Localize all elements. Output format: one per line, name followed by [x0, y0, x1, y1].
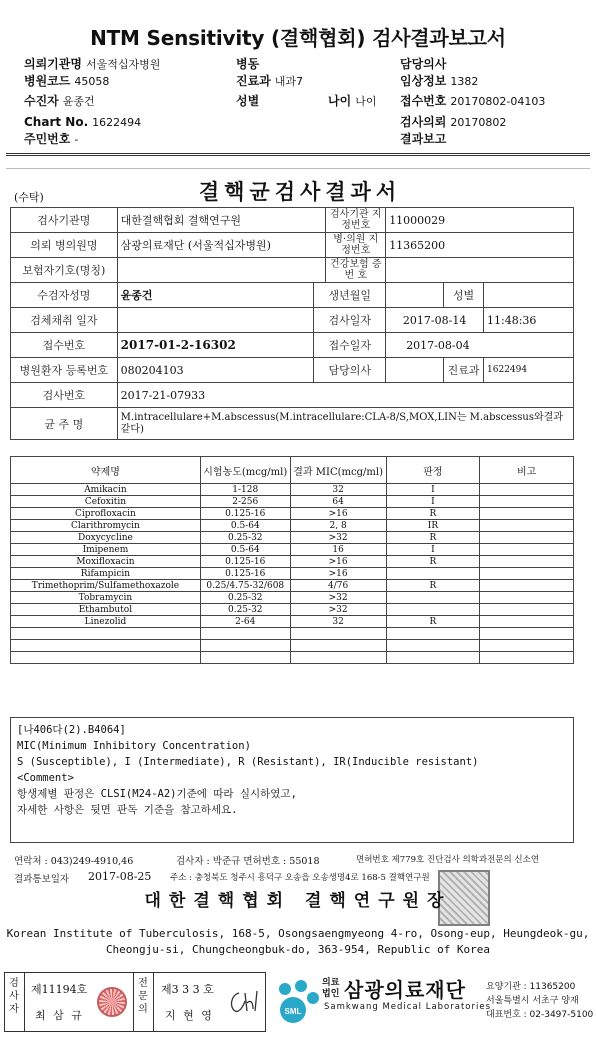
contact: 연락처 : 043)249-4910,46	[14, 856, 134, 867]
patient-value: 윤종건	[117, 283, 314, 308]
reg-label: 병원환자 등록번호	[11, 358, 118, 383]
table-row	[11, 580, 574, 592]
table-cell	[200, 628, 290, 640]
recv-date-label: 접수일자	[314, 333, 386, 358]
examiner-no: 제11194호	[31, 983, 88, 996]
examiner-stamp	[97, 987, 127, 1017]
header-field	[24, 93, 95, 110]
address-ko: 주소 : 충청북도 청주시 흥덕구 오송읍 오송생명4로 168-5 결핵연구원	[170, 873, 430, 883]
specialist-no: 제3 3 3 호	[161, 983, 214, 996]
table-cell: Moxifloxacin	[11, 556, 201, 568]
license-info: 면허번호 제779호 진단검사 의학과전문의 신소연	[356, 855, 540, 865]
table-row	[11, 616, 574, 628]
header-value: 20170802	[450, 116, 507, 129]
header-field	[328, 93, 376, 110]
table-cell	[290, 652, 386, 664]
note-line: <Comment>	[17, 772, 74, 784]
header-value: 내과7	[274, 75, 304, 88]
divider	[6, 168, 590, 169]
table-cell: IR	[386, 520, 480, 532]
table-cell	[11, 652, 201, 664]
header-key: 수진자	[24, 94, 59, 108]
sex-value	[484, 283, 574, 308]
req-no-value: 11365200	[386, 233, 574, 258]
table-cell: Doxycycline	[11, 532, 201, 544]
table-cell: 0.5-64	[200, 520, 290, 532]
ins-label: 보험자기호(명칭)	[11, 258, 118, 283]
dept-value: 1622494	[484, 358, 574, 383]
table-row	[11, 652, 574, 664]
table-cell: >32	[290, 604, 386, 616]
test-no-label: 검사번호	[11, 383, 118, 408]
inst-value: 대한결핵협회 결핵연구원	[117, 208, 326, 233]
table-cell: >16	[290, 568, 386, 580]
doctor-label: 담당의사	[314, 358, 386, 383]
drug-header: 결과 MIC(mcg/ml)	[290, 457, 386, 484]
table-cell: 2-256	[200, 496, 290, 508]
table-cell	[200, 652, 290, 664]
corp-prefix: 의료 법인	[322, 978, 340, 999]
header-key: 병원코드	[24, 74, 71, 88]
table-cell: 0.125-16	[200, 556, 290, 568]
table-cell	[290, 640, 386, 652]
header-field	[400, 93, 545, 110]
recv-no-value: 2017-01-2-16302	[117, 333, 314, 358]
table-cell: Amikacin	[11, 484, 201, 496]
table-cell: R	[386, 508, 480, 520]
header-value: 나이	[355, 95, 377, 108]
table-row	[11, 496, 574, 508]
table-cell: 1-128	[200, 484, 290, 496]
table-cell	[480, 544, 574, 556]
table-cell: 0.25-32	[200, 532, 290, 544]
specialist-vlabel: 전 문 의	[138, 978, 148, 1015]
table-cell	[480, 520, 574, 532]
divider	[6, 153, 590, 154]
header-field	[400, 131, 450, 148]
table-cell: 0.25/4.75-32/608	[200, 580, 290, 592]
logo-text: SML	[284, 1007, 302, 1016]
drug-header: 비고	[480, 457, 574, 484]
inst-no-value: 11000029	[386, 208, 574, 233]
table-cell	[480, 628, 574, 640]
table-cell: 0.25-32	[200, 604, 290, 616]
table-cell: Imipenem	[11, 544, 201, 556]
ins-cert-value	[386, 258, 574, 283]
header-key: 의뢰기관명	[24, 57, 82, 71]
notes-box	[10, 717, 574, 843]
table-row	[11, 568, 574, 580]
table-cell: Clarithromycin	[11, 520, 201, 532]
table-cell	[480, 580, 574, 592]
signature-mark	[227, 989, 261, 1015]
note-line: S (Susceptible), I (Intermediate), R (Resistant), IR(Inducible resistant)	[17, 756, 479, 768]
corp-name-en: Samkwang Medical Laboratories	[324, 1002, 492, 1012]
header-field	[236, 93, 263, 110]
header-key: 접수번호	[400, 94, 447, 108]
table-row	[11, 628, 574, 640]
req-label: 의뢰 병의원명	[11, 233, 118, 258]
table-cell	[386, 628, 480, 640]
table-row	[11, 520, 574, 532]
table-cell	[386, 640, 480, 652]
table-row	[11, 484, 574, 496]
table-cell: >16	[290, 508, 386, 520]
corp-phone: 대표번호 : 02-3497-5100	[486, 1010, 594, 1020]
table-cell	[480, 556, 574, 568]
table-cell	[480, 604, 574, 616]
table-cell	[386, 604, 480, 616]
table-cell	[386, 568, 480, 580]
corp-name: 삼광의료재단	[344, 978, 466, 1002]
institute-en-2: Cheongju-si, Chungcheongbuk-do, 363-954, Republic of Korea	[105, 943, 491, 956]
header-value: 1382	[450, 75, 479, 88]
header-field	[24, 73, 109, 90]
table-cell: Ciprofloxacin	[11, 508, 201, 520]
collect-label: 검체채취 일자	[11, 308, 118, 333]
table-cell: Rifampicin	[11, 568, 201, 580]
header-key: 결과보고	[400, 132, 447, 146]
institute-en-1: Korean Institute of Tuberculosis, 168-5, Osongsaengmyeong 4-ro, Osong-eup, Heungdeok-gu,	[6, 927, 590, 940]
examiner-info: 검사자 : 박준규 면허번호 : 55018	[176, 856, 320, 867]
drug-header: 약제명	[11, 457, 201, 484]
test-date-value: 2017-08-14	[386, 308, 484, 333]
doc-label: (수탁)	[14, 191, 44, 204]
specialist-name: 지 현 영	[165, 1009, 214, 1022]
table-cell	[480, 496, 574, 508]
test-no-value: 2017-21-07933	[117, 383, 573, 408]
table-cell: I	[386, 544, 480, 556]
report-title: NTM Sensitivity (결핵협회) 검사결과보고서	[90, 26, 506, 50]
table-cell	[386, 592, 480, 604]
table-cell: 32	[290, 484, 386, 496]
table-cell	[480, 568, 574, 580]
institute-name-ko: 대한결핵협회 결핵연구원장	[144, 891, 452, 911]
report-date: 2017-08-25	[88, 870, 152, 883]
table-cell: >16	[290, 556, 386, 568]
header-field	[236, 73, 303, 90]
info-table	[10, 207, 574, 440]
header-key: 담당의사	[400, 57, 447, 71]
header-value: 1622494	[92, 116, 142, 129]
header-key: 주민번호	[24, 132, 71, 146]
header-key: 임상정보	[400, 74, 447, 88]
table-cell	[480, 484, 574, 496]
patient-label: 수검자성명	[11, 283, 118, 308]
note-line: 자세한 사항은 뒷면 판독 기준을 참고하세요.	[17, 804, 238, 816]
table-cell: 16	[290, 544, 386, 556]
recv-date-value: 2017-08-04	[386, 333, 574, 358]
test-time-value: 11:48:36	[484, 308, 574, 333]
collect-value	[117, 308, 314, 333]
table-cell	[11, 628, 201, 640]
table-cell: Trimethoprim/Sulfamethoxazole	[11, 580, 201, 592]
corp-code: 요양기관 : 11365200	[486, 982, 576, 992]
header-key: 나이	[328, 94, 352, 108]
header-field	[236, 56, 263, 73]
divider	[6, 155, 590, 156]
table-cell: Cefoxitin	[11, 496, 201, 508]
ins-cert-label: 건강보험 증 번 호	[326, 258, 386, 283]
table-cell: I	[386, 484, 480, 496]
table-row	[11, 640, 574, 652]
table-cell: 64	[290, 496, 386, 508]
table-cell	[386, 652, 480, 664]
inst-no-label: 검사기관 지정번호	[326, 208, 386, 233]
table-cell: >32	[290, 592, 386, 604]
header-value: 45058	[74, 75, 110, 88]
header-field	[24, 114, 141, 131]
sml-logo-icon	[275, 978, 325, 1024]
test-date-label: 검사일자	[314, 308, 386, 333]
examiner-vlabel: 검 사 자	[9, 978, 19, 1015]
table-row	[11, 556, 574, 568]
table-cell	[480, 508, 574, 520]
header-field	[24, 131, 78, 148]
table-cell: 2-64	[200, 616, 290, 628]
table-row	[11, 532, 574, 544]
inst-label: 검사기관명	[11, 208, 118, 233]
table-cell: 4/76	[290, 580, 386, 592]
report-date-label: 결과통보일자	[14, 874, 70, 885]
table-cell: R	[386, 616, 480, 628]
dept-label: 진료과	[444, 358, 484, 383]
note-line: 항생제별 판정은 CLSI(M24-A2)기준에 따라 실시하였고,	[17, 788, 297, 800]
table-row	[11, 544, 574, 556]
signature-box	[4, 972, 266, 1032]
table-cell: Linezolid	[11, 616, 201, 628]
drug-header: 판정	[386, 457, 480, 484]
doctor-value	[386, 358, 444, 383]
table-cell: R	[386, 580, 480, 592]
table-cell: 32	[290, 616, 386, 628]
table-cell: R	[386, 532, 480, 544]
table-cell: I	[386, 496, 480, 508]
table-cell	[480, 532, 574, 544]
note-line: MIC(Minimum Inhibitory Concentration)	[17, 740, 251, 752]
header-field	[24, 56, 160, 73]
table-cell	[290, 628, 386, 640]
table-cell	[480, 592, 574, 604]
table-cell	[480, 616, 574, 628]
table-cell	[480, 652, 574, 664]
table-cell	[200, 640, 290, 652]
birth-label: 생년월일	[314, 283, 386, 308]
header-value: 20170802-04103	[450, 95, 546, 108]
header-value: 윤종건	[62, 95, 95, 108]
corp-addr: 서울특별시 서초구 양재	[486, 996, 579, 1006]
header-field	[400, 73, 478, 90]
sex-label: 성별	[444, 283, 484, 308]
header-field	[400, 114, 506, 131]
table-cell: Ethambutol	[11, 604, 201, 616]
reg-value: 080204103	[117, 358, 314, 383]
table-cell: Tobramycin	[11, 592, 201, 604]
req-value: 삼광의료재단 (서울적십자병원)	[117, 233, 326, 258]
table-cell: 0.5-64	[200, 544, 290, 556]
ins-value	[117, 258, 326, 283]
species-value: M.intracellulare+M.abscessus(M.intracellulare:CLA-8/S,MOX,LIN는 M.abscessus와결과같다)	[117, 408, 573, 440]
recv-no-label: 접수번호	[11, 333, 118, 358]
table-cell: 0.125-16	[200, 568, 290, 580]
header-key: 진료과	[236, 74, 271, 88]
table-cell: >32	[290, 532, 386, 544]
drug-header: 시험농도(mcg/ml)	[200, 457, 290, 484]
table-cell	[11, 640, 201, 652]
table-row	[11, 604, 574, 616]
note-line: [나406다(2).B4064]	[17, 724, 126, 736]
header-key: Chart No.	[24, 115, 89, 129]
table-row	[11, 508, 574, 520]
table-cell: 0.125-16	[200, 508, 290, 520]
header-key: 병동	[236, 57, 260, 71]
header-value: -	[74, 133, 79, 146]
table-cell: 2, 8	[290, 520, 386, 532]
header-key: 검사의뢰	[400, 115, 447, 129]
species-label: 균 주 명	[11, 408, 118, 440]
header-value: 서울적십자병원	[85, 58, 161, 71]
corp-info	[486, 980, 593, 1022]
req-no-label: 병·의원 지정번호	[326, 233, 386, 258]
header-key: 성별	[236, 94, 260, 108]
table-row	[11, 592, 574, 604]
examiner-name: 최 삼 규	[35, 1009, 84, 1022]
table-cell: 0.25-32	[200, 592, 290, 604]
header-field	[400, 56, 450, 73]
drug-table	[10, 456, 574, 664]
table-cell	[480, 640, 574, 652]
birth-value	[386, 283, 444, 308]
table-cell: R	[386, 556, 480, 568]
doc-title: 결핵균검사결과서	[198, 179, 402, 204]
